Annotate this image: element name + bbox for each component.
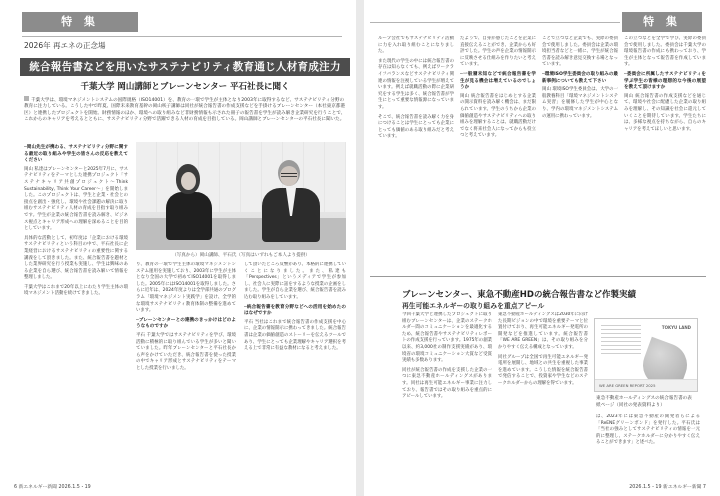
body-paragraph: 岡山 私達はブレーンセンターと2025年7月に、サステナビリティをテーマとした連携プロジェクト「サステナキャリア共創プロジェクト〜Think Sustainability, Think Your Career〜」を開始しました。このプロジェクトは、学生と企業・社会との接点を創出・強化し、環境や社会課題の解決に取り組むサステナビリティ人材の育成を目指す取り組みです。学生が企業の統合報告書を読み解き、ビジネス視点とキャリア形成への理解を深めることを目的としています。 xyxy=(24,166,128,232)
glasses-icon xyxy=(281,173,297,177)
body-paragraph: 今回千葉大学と連携したプロジェクトに取り組むブレーンセンターは、企業のステークホルダー間のコミュニケーションを最適化するため、統合報告書やサステナビリティレポートの作成支援を行っています。1975年の創業以来、約3,000社の制作支援実績があり、環境省の環境コミュニケーション大賞など受賞実績も多数あります。 xyxy=(402,312,492,364)
body-paragraph: そこで、統合報告書を読み解く力を身につけることは学生にとっても企業にとっても価値のある取り組みだと考えています。 xyxy=(378,114,454,140)
page-footer: 2026.1.5・19 新エネルギー新聞 7 xyxy=(629,485,706,490)
section-tag: 特 集 xyxy=(622,12,702,32)
divider xyxy=(22,36,342,37)
body-paragraph: ループ会社でもサステナビリティ活動に力を入れ取り組むことになりました。 xyxy=(378,36,454,55)
article2-subtitle: 再生可能エネルギーの取り組みを重点アピール xyxy=(402,302,545,310)
body-paragraph: は、2023年には東急不動産の開発者らによる「ReENEグリーンポンド」を発行した。平石氏は「当社の強みとしてサステナビリティの情報を一元的に整理し、ステークホルダーに分かりやすく伝えることができます」と述べた。 xyxy=(596,414,700,446)
body-paragraph: また現代の学生の中には統合報告書の存在は知らなくても、例えばワークライフバランスなどサステナビリティ関連の情報を注視している学生が増えています。例えば就職活動の際に企業研究をする学生は多く、統合報告書が学生にとって重要な情報源になっています。 xyxy=(378,58,454,110)
question-heading: ─岡山先生が携わる、サステナビリティ分野に関する最近の取り組みや学生の皆さんの反応を教えてください xyxy=(24,145,128,164)
page-footer: 6 新エネルギー新聞 2026.1.5・19 xyxy=(14,485,91,490)
body-paragraph: ことで立つなど企業でも、実際の委員会で使用しました。委員会は企業の環境担当者などと一緒に、学生が統合報告書を読み解き意見交換する場となっています。 xyxy=(542,36,618,68)
body-column-1 xyxy=(378,36,454,270)
body-paragraph: たようで、自身が感じたことを企業に直接伝えることができ、企業からも好評でした。学生の声を企業の情報開示に反映させる仕組みを作りたいと考えています。 xyxy=(460,36,536,68)
report-band xyxy=(595,379,698,391)
body-paragraph: して頂いたところ反響があり、本格的に連携していくことになりました。また、私達も「Perspectives」というメディアで学生が参加し、社会人に実際に話をするような授業の企画をしました。学生が自ら企業を選び、統合報告書を読み込む取り組みをしています。 xyxy=(244,262,346,300)
report-logo: TOKYU LAND xyxy=(661,325,691,330)
article2-column-1 xyxy=(402,312,492,478)
body-paragraph: り、教育の一環で学生主体の環境マネジメントシステム運用を実施しており、2003年に学生が主体となり全国の大学で初めてISO14001を取得しました。2005年にはISO14001を取得しました。さらに近年は、2024年度よりは全学部共通のプログラム「環境マネジメント実践学」を設け、全学的な環境サステナビリティ教育体制の整備を進めています。 xyxy=(136,262,236,314)
photo-caption: （写真から）岡山講師、平石氏（写真はいずれもご本人より提供） xyxy=(172,253,310,258)
body-paragraph: 岡山 統合報告書をはじめとする企業の開示資料を読み解く機会は、まだ限られています。学生のうちから企業の価値創造やサステナビリティへの取り組みを理解することは、就職活動だけでなく将来社会人になってからも役立つと考えています。 xyxy=(460,93,536,139)
square-marker-icon xyxy=(24,96,29,101)
lead-paragraph xyxy=(24,96,346,134)
section-subtitle: 2026年 再エネの正念場 xyxy=(24,41,106,50)
report-caption: 東急不動産ホールディングスの統合報告書の表紙ページ（同社の発表資料より） xyxy=(596,396,692,408)
right-page xyxy=(364,0,720,496)
question-heading: ─委員会に所属したサステナビリティを学ぶ学生の皆様の理想的な今後の展望を教えて頂けますか xyxy=(624,71,706,91)
question-heading: ─統合報告書を教育分野などへの活用を始めたのはなぜですか xyxy=(244,304,346,317)
question-heading: ─ブレーンセンターとの連携のきっかけはどのようなものですか xyxy=(136,317,236,330)
body-paragraph: 岡山 統合報告書の作成支援などを通じて、環境や社会に配慮した企業の取り組みを理解し、その知識を社会に還元していくことを期待しています。学生たちには、多様な視点を持ちながら、自らのキャリアを考えてほしいと思います。 xyxy=(624,93,706,132)
body-paragraph: 平石 千葉大学ではサステナビリティを学び、環境活動に積極的に取り組んでいる学生が多いと聞いていました。昨年ブレーンセンターと平石社長から声をかけていただき、統合報告書を使った授業の中でキャリア形成とサステナビリティをテーマとした授業を行いました。 xyxy=(136,332,236,371)
body-column-3 xyxy=(542,36,618,270)
body-column-2 xyxy=(460,36,536,270)
left-page xyxy=(0,0,356,496)
body-column-3 xyxy=(244,262,346,470)
article-headline-band xyxy=(20,58,350,76)
interview-photo xyxy=(136,142,346,250)
body-column-2 xyxy=(136,262,236,470)
body-paragraph: 同社が統合報告書の作成を支援した企業の一つに東急不動産ホールディングスがあります。同社は再生可能エネルギー事業に注力しており、報告書ではその取り組みを重点的にアピールしています。 xyxy=(402,367,492,400)
article-separator xyxy=(370,276,706,277)
body-paragraph: 東急不動産ホールディングスは2030年に向けた長期ビジョンの中で環境を重要テーマと位置付けており、再生可能エネルギー発電所の開発などを推進しています。統合報告書「WE ARE GREEN」は、その取り組みを分かりやすく伝える構成となっています。 xyxy=(498,312,588,350)
body-paragraph: 岡山 環境ISO学生委員会は、大学の一般教養科目「環境マネジメントシステム実習」を履修した学生が中心となり、学内の環境マネジメントシステムの運用に携わっています。 xyxy=(542,87,618,119)
question-heading: ─環境ISO学生委員会の取り組みの最新事例についても教えて下さい xyxy=(542,71,618,84)
divider xyxy=(370,22,620,23)
body-paragraph: この立つなどを全学で学び、実際の委員会で使用しました。委員会は千葉大学の環境報告書の作成にも携わっており、学生が主体となって報告書を作成しています。 xyxy=(624,36,706,68)
body-column-4 xyxy=(624,36,706,270)
section-tag: 特 集 xyxy=(22,12,138,32)
body-paragraph: 千葉大学はこれまで20年以上にわたり学生主体の環境マネジメント活動を続けてきました。 xyxy=(24,284,128,297)
person-okayama-body xyxy=(166,192,212,240)
lead-text: 千葉大学は、環境マネジメントシステムの国際規格（ISO14001）を、教育の一環で学生が主体となり2003年に取得するなど、サステナビリティ分野の教育に注力している。こうした中で昨夏、国際未来教育基幹の岡山咲子講師は同社が統合報告書の作成支援などを手掛けるブレーンセンター（本社東京都港区）と連携したプロジェクトを開始。財務情報のほか、環境への取り組みなど非財務情報も示された冊子の報告書を学生が読み解き企業研究を行うことで、これからのキャリアを考えるとともに、サステナビリティ分野で活躍できる人材の育成を目指している。岡山講師とブレーンセンターの平石社長に聞いた。 xyxy=(24,98,346,123)
article2-column-2 xyxy=(498,312,588,478)
article-subheadline: 千葉大学 岡山講師とブレーンセンター 平石社長に聞く xyxy=(80,82,290,92)
report-cover-image xyxy=(594,318,698,392)
body-paragraph: 同社グループは全国で再生可能エネルギー発電所を展開し、地域との共生を重視した事業を進めています。こうした情報を統合報告書で発信することで、投資家や学生などのステークホルダーからの理解を得ています。 xyxy=(498,354,588,386)
article2-title: ブレーンセンター、東急不動産HDの統合報告書など作製実績 xyxy=(402,290,636,300)
body-column-1 xyxy=(24,142,128,470)
article-headline: 統合報告書などを用いたサステナビリティ教育通じ人材育成注力 xyxy=(29,61,341,73)
question-heading: ─一般層未知などで統合報告書を学生が見る機会は増えているのでしょうか xyxy=(460,71,536,91)
body-paragraph: 具体的な活動として、初年度は「企業における環境サステナビリティという科目の中で、平石社長に企業経営におけるサステナビリティの重要性に関する講義をして頂きました。また、統合報告書を題材とした業界研究を行う授業も実施し、学生は興味のある企業を自ら選び、統合報告書を読み解いて情報を整理しました。 xyxy=(24,235,128,281)
body-paragraph: 平石 当社はこれまで統合報告書の作成支援を中心に、企業の情報開示に携わってきました。統合報告書は企業の価値創造のストーリーを伝えるツールであり、学生にとっても企業理解やキャリア選択を考える上で非常に有益な教材になると考えました。 xyxy=(244,319,346,352)
article2-column-3 xyxy=(596,414,700,476)
person-okayama-face xyxy=(181,172,196,190)
report-text-lines xyxy=(601,325,641,355)
report-band-text: WE ARE GREEN REPORT 2025 xyxy=(599,383,656,388)
